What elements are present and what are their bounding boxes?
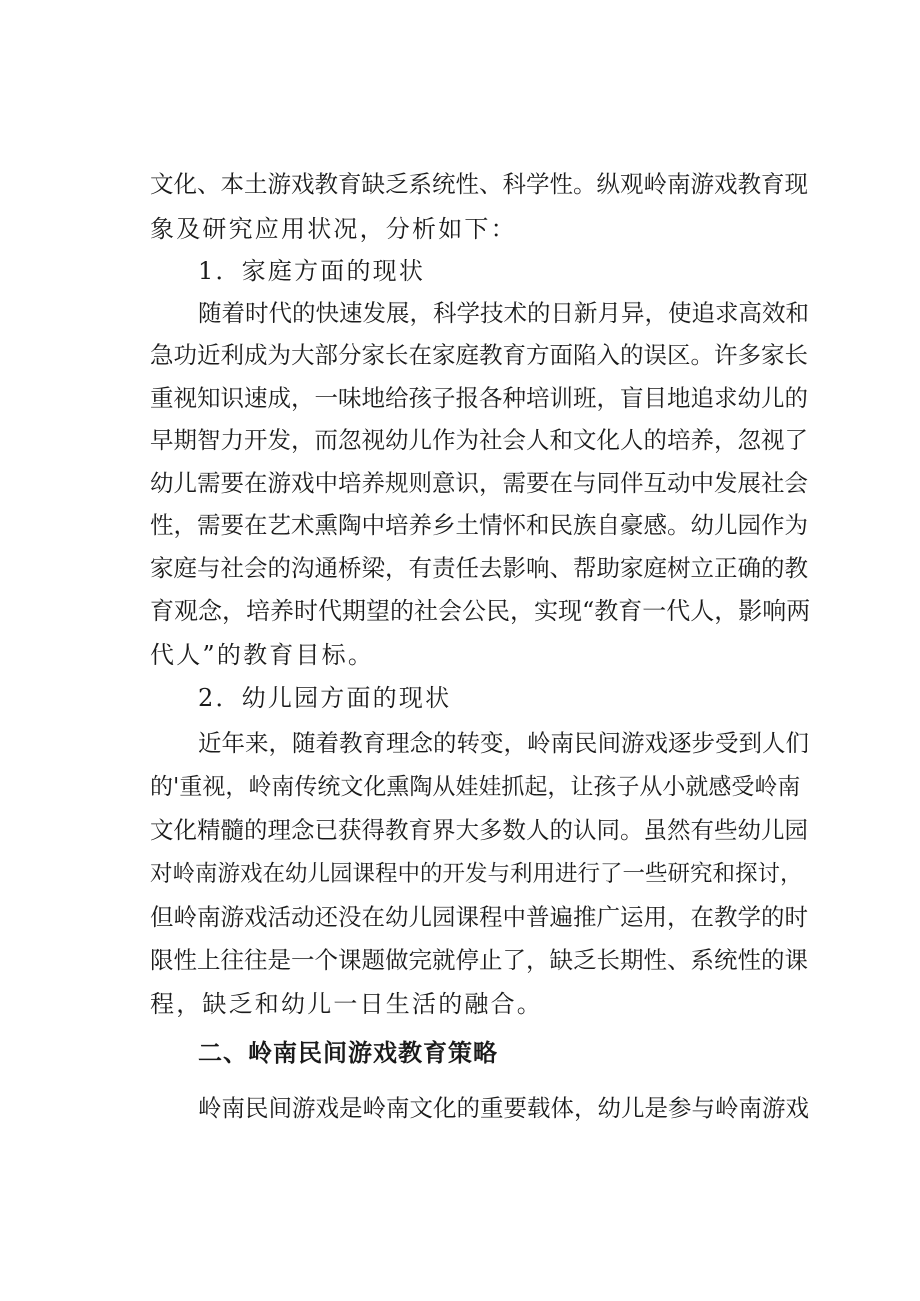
kindergarten-line-2: 的'重视，岭南传统文化熏陶从娃娃抓起，让孩子从小就感受岭南 xyxy=(150,774,801,800)
kindergarten-line-4: 对岭南游戏在幼儿园课程中的开发与利用进行了一些研究和探讨， xyxy=(150,861,803,887)
family-line-6: 性，需要在艺术熏陶中培养乡土情怀和民族自豪感。幼儿园作为 xyxy=(150,511,808,539)
family-line-7: 家庭与社会的沟通桥梁，有责任去影响、帮助家庭树立正确的教 xyxy=(150,554,808,582)
intro-line-2: 象及研究应用状况，分析如下： xyxy=(150,215,517,243)
family-line-4: 早期智力开发，而忽视幼儿作为社会人和文化人的培养，忽视了 xyxy=(150,426,808,454)
section-heading-strategy: 二、岭南民间游戏教育策略 xyxy=(198,1039,498,1067)
family-line-3: 重视知识速成，一味地给孩子报各种培训班，盲目地追求幼儿的 xyxy=(150,384,808,412)
intro-line-1: 文化、本土游戏教育缺乏系统性、科学性。纵观岭南游戏教育现 xyxy=(150,170,808,198)
family-line-5: 幼儿需要在游戏中培养规则意识，需要在与同伴互动中发展社会 xyxy=(150,469,808,497)
strategy-line-1: 岭南民间游戏是岭南文化的重要载体，幼儿是参与岭南游戏 xyxy=(198,1094,809,1122)
family-line-1: 随着时代的快速发展，科学技术的日新月异，使追求高效和 xyxy=(198,299,809,327)
subheading-family: 1．家庭方面的现状 xyxy=(198,257,426,285)
kindergarten-line-6: 限性上往往是一个课题做完就停止了，缺乏长期性、系统性的课 xyxy=(150,946,808,974)
kindergarten-line-5: 但岭南游戏活动还没在幼儿园课程中普遍推广运用，在教学的时 xyxy=(150,903,808,931)
kindergarten-line-7: 程，缺乏和幼儿一日生活的融合。 xyxy=(150,990,543,1018)
subheading-kindergarten: 2．幼儿园方面的现状 xyxy=(198,684,452,712)
family-line-9: 代人”的教育目标。 xyxy=(150,641,375,669)
family-line-8: 育观念，培养时代期望的社会公民，实现“教育一代人，影响两 xyxy=(150,597,811,625)
family-line-2: 急功近利成为大部分家长在家庭教育方面陷入的误区。许多家长 xyxy=(150,341,808,369)
kindergarten-line-3: 文化精髓的理念已获得教育界大多数人的认同。虽然有些幼儿园 xyxy=(150,816,808,844)
kindergarten-line-1: 近年来，随着教育理念的转变，岭南民间游戏逐步受到人们 xyxy=(198,729,809,757)
